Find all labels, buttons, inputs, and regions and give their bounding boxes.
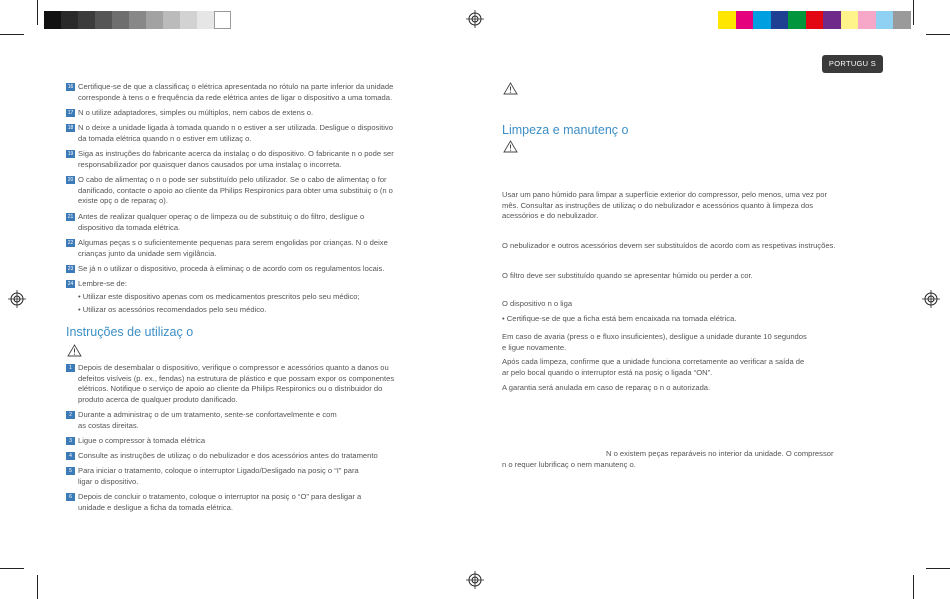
item-number-badge: 21 <box>67 214 74 220</box>
item-number-badge: 22 <box>67 240 74 246</box>
color-swatch <box>718 11 736 29</box>
item-number-badge: 17 <box>67 110 74 116</box>
crop-mark <box>913 575 914 599</box>
item-text: Antes de realizar qualquer operaç o de limpeza ou de substituiç o do filtro, desligue o dispositivo da tomada elétrica. <box>78 212 365 232</box>
list-item <box>66 175 446 207</box>
item-number-badge: 3 <box>66 437 75 445</box>
item-text: Se já n o utilizar o dispositivo, proceda à eliminaç o de acordo com os regulamentos locais. <box>78 264 385 273</box>
item-number-badge: 16 <box>67 84 74 90</box>
list-item <box>66 436 446 447</box>
accessories-paragraph: O nebulizador e outros acessórios devem ser substituídos de acordo com as respetivas instruções. <box>502 241 836 250</box>
gray-swatch <box>78 11 95 29</box>
warranty-paragraph: A garantia será anulada em caso de reparaç o n o autorizada. <box>502 383 711 392</box>
gray-swatch <box>163 11 180 29</box>
list-item <box>66 466 446 487</box>
color-swatch <box>788 11 806 29</box>
item-text: Consulte as instruções de utilizaç o do nebulizador e dos acessórios antes do tratamento <box>78 451 378 460</box>
service-paragraph-line1: N o existem peças reparáveis no interior da unidade. O compressor <box>606 449 834 458</box>
gray-swatch <box>44 11 61 29</box>
item-number-badge: 18 <box>67 125 74 132</box>
item-text: Lembre-se de: <box>78 279 127 289</box>
crop-mark <box>0 34 24 35</box>
warning-icon <box>503 140 518 153</box>
cleaning-paragraph: Usar um pano húmido para limpar a superfície exterior do compressor, pelo menos, uma vez por mês. Consultar as instruções de utilizaç o do nebulizador e acessórios quanto à limpeza dos acessórios e do nebulizador. <box>502 190 827 221</box>
list-item <box>66 212 446 233</box>
registration-mark-icon <box>466 571 484 589</box>
item-number-badge: 6 <box>66 493 75 501</box>
gray-swatch <box>95 11 112 29</box>
item-text: Ligue o compressor à tomada elétrica <box>78 435 206 445</box>
item-number-badge: 1 <box>66 364 75 372</box>
color-swatch <box>823 11 841 29</box>
list-item <box>66 123 446 144</box>
crop-mark <box>37 575 38 599</box>
after-cleaning-paragraph: Após cada limpeza, confirme que a unidade funciona corretamente ao verificar a saída de ar pelo bocal quando o interruptor está na posiç o ligada “ON”. <box>502 357 805 377</box>
malfunction-paragraph: Em caso de avaria (press o e fluxo insuficientes), desligue a unidade durante 10 segundos e ligue novamente. <box>502 332 807 352</box>
filter-paragraph: O filtro deve ser substituído quando se apresentar húmido ou perder a cor. <box>502 271 753 280</box>
language-tab: PORTUGU S <box>822 55 883 73</box>
color-swatch <box>841 11 859 29</box>
list-item <box>66 108 446 119</box>
color-swatch <box>858 11 876 29</box>
item-number-badge: 5 <box>66 467 75 475</box>
item-number-badge: 23 <box>67 266 74 272</box>
gray-swatch <box>180 11 197 29</box>
list-item <box>66 410 446 431</box>
item-text: Durante a administraç o de um tratamento, sente-se confortavelmente e com as costas direitas. <box>78 410 337 430</box>
registration-mark-icon <box>466 10 484 28</box>
crop-mark <box>926 568 950 569</box>
color-swatch <box>736 11 754 29</box>
list-item <box>66 238 446 259</box>
service-paragraph-line2: n o requer lubrificaç o nem manutenç o. <box>502 460 636 469</box>
color-swatch <box>771 11 789 29</box>
item-number-badge: 4 <box>66 452 75 460</box>
gray-swatch <box>146 11 163 29</box>
item-text: Depois de concluir o tratamento, coloque o interruptor na posiç o “O” para desligar a unidade e desligue a ficha da tomada elétrica. <box>78 492 362 512</box>
item-text: N o utilize adaptadores, simples ou múltiplos, nem cabos de extens o. <box>78 108 314 117</box>
registration-mark-icon <box>922 290 940 308</box>
gray-swatch <box>197 11 214 29</box>
item-text: Siga as instruções do fabricante acerca da instalaç o do dispositivo. O fabricante n o pode ser responsabilizador por quaisquer danos causados por uma instalaç o incorreta. <box>78 149 394 169</box>
instructions-heading: Instruções de utilizaç o <box>66 325 194 339</box>
gray-swatch <box>112 11 129 29</box>
warning-icon <box>503 82 518 95</box>
item-number-badge: 20 <box>67 177 74 184</box>
crop-mark <box>926 34 950 35</box>
gray-swatch <box>214 11 231 29</box>
list-item <box>66 264 446 275</box>
color-swatch <box>753 11 771 29</box>
crop-mark <box>0 568 24 569</box>
item-text: O cabo de alimentaç o n o pode ser substituído pelo utilizador. Se o cabo de alimentaç o for danificado, contacte o apoio ao cliente da Philips Respironics para obter uma substituiç o (n o existe opç o de reparaç o). <box>78 175 393 206</box>
color-swatch <box>893 11 911 29</box>
gray-swatch <box>129 11 146 29</box>
maintenance-heading: Limpeza e manutenç o <box>502 123 629 137</box>
troubleshoot-bullet: • Certifique-se de que a ficha está bem encaixada na tomada elétrica. <box>502 314 737 323</box>
registration-mark-icon <box>8 290 26 308</box>
bullet-item: • Utilizar este dispositivo apenas com os medicamentos prescritos pelo seu médico; <box>78 292 360 301</box>
item-text: Algumas peças s o suficientemente pequenas para serem engolidas por crianças. N o deixe crianças junto da unidade sem vigilância. <box>78 238 388 258</box>
item-number-badge: 2 <box>66 411 75 419</box>
list-item <box>66 363 446 405</box>
color-swatch <box>876 11 894 29</box>
bullet-item: • Utilizar os acessórios recomendados pelo seu médico. <box>78 305 267 314</box>
crop-mark <box>913 0 914 25</box>
list-item <box>66 149 446 170</box>
troubleshoot-title: O dispositivo n o liga <box>502 299 573 308</box>
list-item <box>66 279 446 290</box>
item-text: Depois de desembalar o dispositivo, verifique o compressor e acessórios quanto a danos ou defeitos visíveis (p. ex., fendas) na estrutura de plástico e que possam expor os componentes elétricos. Notifique o serviço de apoio ao cliente da Philips Respironics ou o distribuidor do produto acerca de qualquer produto danificado. <box>78 363 395 404</box>
list-item <box>66 492 446 513</box>
item-text: Certifique-se de que a classificaç o elétrica apresentada no rótulo na parte inferior da unidade corresponde à tens o e frequência da rede elétrica antes de ligar o dispositivo a uma tomada. <box>78 82 394 102</box>
warning-icon <box>67 344 82 357</box>
item-text: N o deixe a unidade ligada à tomada quando n o estiver a ser utilizada. Desligue o dispositivo da tomada elétrica quando n o estiver em utilizaç o. <box>78 123 393 143</box>
item-text: Para iniciar o tratamento, coloque o interruptor Ligado/Desligado na posiç o “I” para ligar o dispositivo. <box>78 466 359 486</box>
list-item <box>66 451 446 462</box>
item-number-badge: 24 <box>67 281 74 288</box>
list-item <box>66 82 446 103</box>
item-number-badge: 19 <box>67 151 74 158</box>
gray-swatch <box>61 11 78 29</box>
crop-mark <box>37 0 38 25</box>
color-swatch <box>806 11 824 29</box>
